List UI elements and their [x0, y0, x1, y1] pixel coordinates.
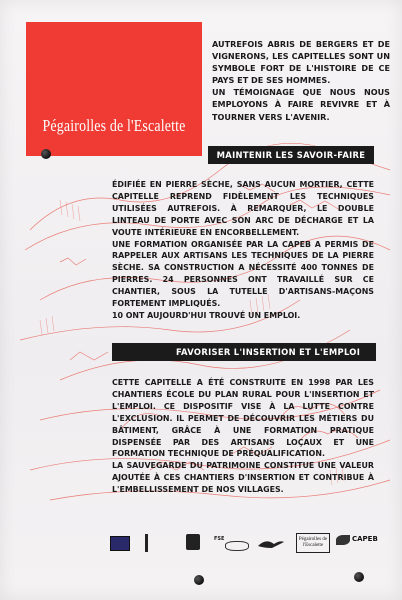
paragraph: CETTE CAPITELLE A ÉTÉ CONSTRUITE EN 1998 PAR LES CHANTIERS ÉCOLE DU PLAN RURAL POUR L'INSERTION ET L'EMPLOI. CE DISPOSITIF VISE À LA LUTTE CONTRE L'EXCLUSION. IL PERMET DE DÉCOUVRIR LES MÉTIERS DU BÂTIMENT, GRÂCE À UNE FORMATION PRATIQUE DISPENSÉE PAR DES ARTISANS LOÇAUX ET UNE FORMATION TECHNIQUE DE PRÉQUALIFICATION.: [112, 378, 374, 459]
intro-line: UN TÉMOIGNAGE QUE NOUS NOUS EMPLOYONS À FAIRE REVIVRE ET À TOURNER VERS L'AVENIR.: [212, 87, 390, 122]
herault-logo: [186, 534, 200, 550]
capeb-logo: CAPEB: [352, 535, 378, 543]
mounting-bolt: [194, 575, 204, 585]
paragraph: LA SAUVEGARDE DU PATRIMOINE CONSTITUE UNE VALEUR AJOUTÉE À CES CHANTIERS D'INSERTION ET CONTRIBUE À L'EMBELLISSEMENT DE NOS VILLAGES.: [112, 461, 374, 495]
paragraph: 10 ONT AUJOURD'HUI TROUVÉ UN EMPLOI.: [112, 310, 301, 320]
section-heading-insertion: FAVORISER L'INSERTION ET L'EMPLOI: [112, 343, 376, 361]
paragraph: UNE FORMATION ORGANISÉE PAR LA CAPEB A PERMIS DE RAPPELER AUX ARTISANS LES TECHNIQUES DE LA PIERRE SÈCHE. SA CONSTRUCTION A NÉCESSITÉ 400 TONNES DE PIERRES. 24 PERSONNES ONT TRAVAILLÉ SUR CE CHANTIER, SOUS LA TUTELLE D'ARTISANS-MAÇONS FORTEMENT IMPLIQUÉS.: [112, 239, 374, 309]
mounting-bolt: [41, 149, 51, 159]
paragraph: ÉDIFIÉE EN PIERRE SÈCHE, SANS AUCUN MORTIER, CETTE CAPITELLE REPREND FIDÈLEMENT LES TECHNIQUES UTILISÉES AUTREFOIS. À REMARQUER, LE DOUBLE LINTEAU DE PORTE AVEC SON ARC DE DÉCHARGE ET LA VOUTE INTÉRIEURE EN ENCORBELLEMENT.: [112, 180, 374, 237]
pegairolles-logo: Pégairolles de l'Escalette: [296, 533, 330, 553]
mounting-bolt: [354, 572, 364, 582]
capeb-icon: [336, 535, 350, 545]
fse-logo: FSE: [214, 536, 225, 542]
intro-text: [212, 38, 390, 123]
eu-flag-logo: [110, 536, 130, 551]
title-block: [26, 22, 202, 156]
section-insertion-text: [112, 377, 374, 496]
partner-logo: [225, 541, 249, 551]
section-savoir-faire-text: [112, 179, 374, 322]
village-title: Pégairolles de l'Escalette: [42, 116, 186, 135]
bird-logo: [256, 536, 286, 550]
partner-logos: [110, 528, 380, 558]
intro-line: AUTREFOIS ABRIS DE BERGERS ET DE VIGNERONS, LES CAPITELLES SONT UN SYMBOLE FORT DE L'HISTOIRE DE CE PAYS ET DE SES HOMMES.: [212, 39, 390, 86]
section-heading-savoir-faire: MAINTENIR LES SAVOIR-FAIRE: [208, 146, 374, 164]
partner-logo: [145, 534, 168, 552]
